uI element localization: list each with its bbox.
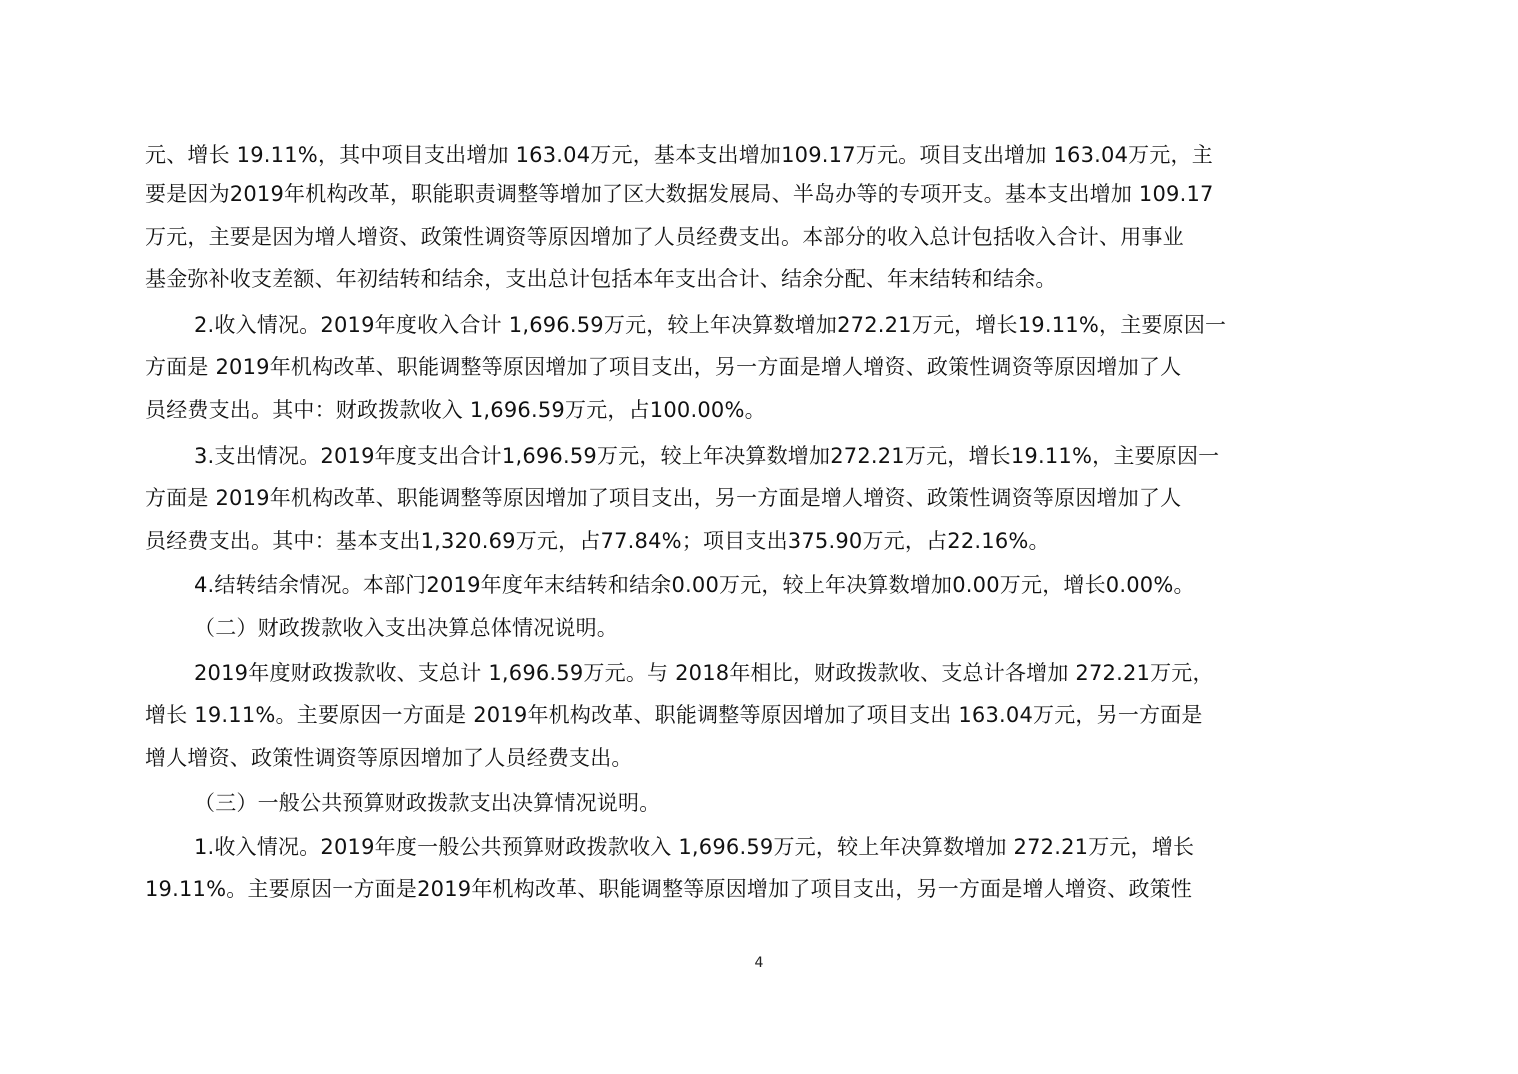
text-line: 3.支出情况。2019年度支出合计1,696.59万元，较上年决算数增加272.21万元，增长19.11%，主要原因一 [194,444,1220,468]
text-line: 基金弥补收支差额、年初结转和结余，支出总计包括本年支出合计、结余分配、年末结转和结余。 [145,267,1057,291]
text-line: 员经费支出。其中：基本支出1,320.69万元，占77.84%；项目支出375.90万元，占22.16%。 [145,529,1050,553]
text-line: 增长 19.11%。主要原因一方面是 2019年机构改革、职能调整等原因增加了项目支出 163.04万元，另一方面是 [145,703,1203,727]
text-line: 方面是 2019年机构改革、职能调整等原因增加了项目支出，另一方面是增人增资、政策性调资等原因增加了人 [145,355,1182,379]
text-line: 万元，主要是因为增人增资、政策性调资等原因增加了人员经费支出。本部分的收入总计包括收入合计、用事业 [145,225,1184,249]
text-line: 2019年度财政拨款收、支总计 1,696.59万元。与 2018年相比，财政拨款收、支总计各增加 272.21万元， [194,661,1214,685]
text-line: 方面是 2019年机构改革、职能调整等原因增加了项目支出，另一方面是增人增资、政策性调资等原因增加了人 [145,486,1182,510]
section-heading: （二）财政拨款收入支出决算总体情况说明。 [194,616,618,640]
text-line: 19.11%。主要原因一方面是2019年机构改革、职能调整等原因增加了项目支出，另一方面是增人增资、政策性 [145,877,1193,901]
text-line: 1.收入情况。2019年度一般公共预算财政拨款收入 1,696.59万元，较上年决算数增加 272.21万元，增长 [194,835,1195,859]
text-line: 要是因为2019年机构改革，职能职责调整等增加了区大数据发展局、半岛办等的专项开支。基本支出增加 109.17 [145,182,1214,206]
page-number: 4 [754,955,764,971]
text-line: 元、增长 19.11%，其中项目支出增加 163.04万元，基本支出增加109.17万元。项目支出增加 163.04万元，主 [145,143,1213,167]
text-line: 增人增资、政策性调资等原因增加了人员经费支出。 [145,746,633,770]
text-line: 4.结转结余情况。本部门2019年度年末结转和结余0.00万元，较上年决算数增加0.00万元，增长0.00%。 [194,573,1195,597]
section-heading: （三）一般公共预算财政拨款支出决算情况说明。 [194,791,661,815]
text-line: 员经费支出。其中：财政拨款收入 1,696.59万元，占100.00%。 [145,398,766,422]
text-line: 2.收入情况。2019年度收入合计 1,696.59万元，较上年决算数增加272.21万元，增长19.11%，主要原因一 [194,313,1227,337]
